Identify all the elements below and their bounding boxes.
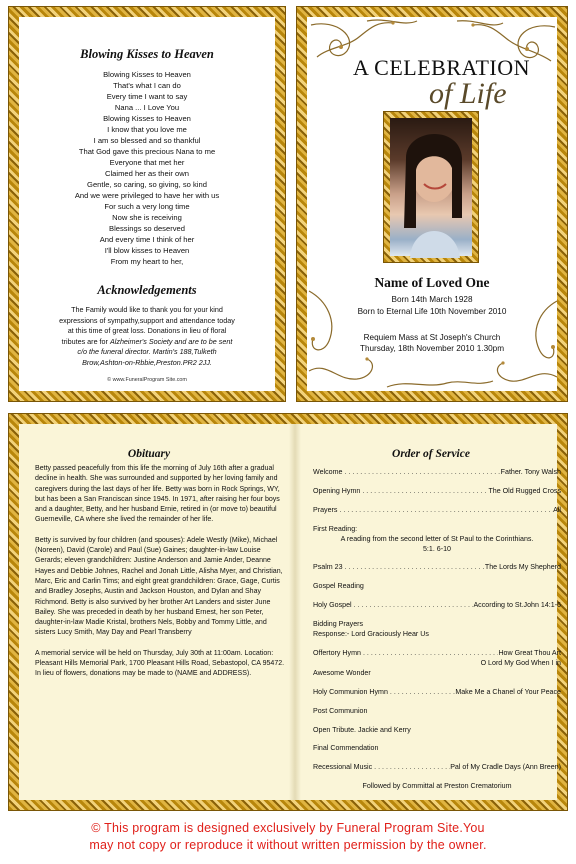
service-item: Open Tribute. Jackie and Kerry bbox=[313, 725, 411, 734]
ack-line: Brow,Ashton-on-Rbbie,Preston.PR2 2JJ. bbox=[82, 357, 212, 367]
service-item: Offertory Hymn . . . How Great Thou Art O Lord My God When I in Awesome Wonder bbox=[313, 649, 561, 679]
site-credit: © www.FuneralProgram Site.com bbox=[107, 377, 187, 383]
cover-title-line1: A CELEBRATION bbox=[353, 55, 530, 80]
service-item: Opening Hymn . . . The Old Rugged Cross bbox=[313, 487, 561, 497]
poem-line: Claimed her as their own bbox=[105, 169, 189, 178]
cover-title-line2: of Life bbox=[429, 77, 507, 110]
ack-line: at this time of great loss. Donations in lieu of floral bbox=[67, 326, 227, 336]
obituary-paragraph: A memorial service will be held on Thursday, July 30th at 11:00am. Location: Pleasant Hills Memorial Park, 1700 Pleasant Hills Road, Sebastopol, CA 95472. In lieu of flowers, donations may be made to (NAME and ADDRESS). bbox=[35, 649, 285, 678]
service-item: First Reading: A reading from the second letter of St Paul to the Corinthians. 5:1. 6-10 bbox=[313, 524, 534, 553]
poem-line: And every time I think of her bbox=[99, 235, 195, 244]
poem-text bbox=[19, 69, 275, 267]
poem-line: From my heart to her, bbox=[110, 257, 184, 266]
obituary-paragraph: Betty passed peacefully from this life the morning of July 16th after a gradual decline in health. She was surrounded and supported by her loving family and caregivers during the last days of her life. Betty was born in Rock Springs, WY, but has been a San Franciscan since 1945. In 1971, after raising her four boys and a daughter, Betty, and her husband Ernie, retired in (or move to) beautiful Guerneville, CA where she lived the remainder of her life. bbox=[35, 465, 280, 524]
portrait-frame bbox=[383, 111, 479, 263]
acknowledgements-text bbox=[37, 305, 257, 369]
copyright-notice bbox=[0, 820, 576, 854]
acknowledgements-title: Acknowledgements bbox=[97, 283, 197, 297]
front-cover-content bbox=[307, 17, 557, 391]
fold-line bbox=[289, 424, 301, 800]
service-item: Gospel Reading bbox=[313, 582, 364, 591]
poem-line: Blowing Kisses to Heaven bbox=[103, 70, 191, 79]
portrait-silhouette bbox=[390, 118, 474, 258]
poem-line: That God gave this precious Nana to me bbox=[78, 147, 216, 156]
service-item: Bidding Prayers Response:- Lord Graciously Hear Us bbox=[313, 620, 429, 639]
copyright-line: © This program is designed exclusively by Funeral Program Site.You bbox=[91, 821, 485, 835]
poem-line: And we were privileged to have her with us bbox=[74, 191, 220, 200]
birth-date: Born 14th March 1928 bbox=[391, 295, 473, 304]
poem-line: Every time I want to say bbox=[106, 92, 188, 101]
poem-line: Now she is receiving bbox=[112, 213, 182, 222]
order-of-service-title: Order of Service bbox=[392, 448, 470, 460]
service-item: Welcome . . . Father. Tony Walsh bbox=[313, 468, 561, 478]
service-item: Post Communion bbox=[313, 706, 368, 715]
obituary-text bbox=[35, 464, 287, 690]
poem-line: Blowing Kisses to Heaven bbox=[103, 114, 191, 123]
ack-line: expressions of sympathy,support and attendance today bbox=[59, 315, 235, 325]
poem-line: For such a very long time bbox=[104, 202, 190, 211]
inside-spread-panel bbox=[8, 413, 568, 811]
poem-line: I'll blow kisses to Heaven bbox=[104, 246, 190, 255]
portrait-photo bbox=[390, 118, 472, 256]
poem-line: I am so blessed and so thankful bbox=[93, 136, 201, 145]
order-of-service-list bbox=[313, 468, 561, 801]
death-date: Born to Eternal Life 10th November 2010 bbox=[357, 307, 507, 316]
deceased-name: Name of Loved One bbox=[374, 275, 490, 290]
poem-line: That's what I can do bbox=[113, 81, 181, 90]
poem-title: Blowing Kisses to Heaven bbox=[80, 47, 214, 61]
mass-location: Requiem Mass at St Joseph's Church bbox=[363, 333, 501, 342]
front-cover-panel bbox=[296, 6, 568, 402]
inside-spread-content bbox=[19, 424, 561, 800]
poem-line: Gentle, so caring, so giving, so kind bbox=[87, 180, 207, 189]
service-item: Prayers . . . All bbox=[313, 506, 561, 516]
service-item: Recessional Music . . . Pal of My Cradle Days (Ann Breen) bbox=[313, 763, 561, 773]
poem-line: I know that you love me bbox=[107, 125, 187, 134]
mass-datetime: Thursday, 18th November 2010 1.30pm bbox=[359, 344, 505, 353]
poem-line: Nana ... I Love You bbox=[114, 103, 180, 112]
ack-line bbox=[37, 337, 257, 348]
obituary-paragraph: Betty is survived by four children (and spouses): Adele Westly (Mike), Michael (Noreen), David (Carole) and Paul (Sue) Gaines; daughter-in-law Louise Gerards; eleven grandchildren: Justine Anderson and Jamie Ander, Deanne Hayes and Debbie Johnes, Rachel and Jonah Little, Alisha Myer, and Christian, Marc, Eric and Carlin Tims; and eight great grandchildren: Grace, Gage, Curtis and Bradley Josephs, Austin and Jackson Houston, and Dylan and Shay Richmond. Betty is also survived by her brother Art Landers and sister June Bailey. She was preceded in death by her husband Ernest, her son Peter, daughter-in-law Madie Kristal, brothers Nels, Bobby and Tommy Little, and sisters Lucy Smith, May Day and Pearl Transberry bbox=[35, 536, 283, 637]
back-cover-content bbox=[19, 17, 275, 391]
service-item: Final Commendation bbox=[313, 744, 379, 753]
poem-line: Blessings so deserved bbox=[109, 224, 185, 233]
obituary-title: Obituary bbox=[127, 448, 171, 460]
ack-line-italic: Alzheimer's Society and are to be sent bbox=[109, 336, 233, 346]
service-item: Holy Gospel . . . According to St.John 14:1-6 bbox=[313, 601, 561, 611]
copyright-line: may not copy or reproduce it without written permission by the owner. bbox=[89, 838, 487, 852]
poem-line: Everyone that met her bbox=[109, 158, 185, 167]
ack-line: The Family would like to thank you for your kind bbox=[71, 305, 223, 314]
service-item: Psalm 23 . . . The Lords My Shepherd bbox=[313, 563, 561, 573]
ack-line: c/o the funeral director. Martin's 188,Tulketh bbox=[77, 347, 217, 357]
service-item: Followed by Committal at Preston Crematorium bbox=[362, 782, 512, 791]
back-cover-panel bbox=[8, 6, 286, 402]
ack-line-plain: tributes are for bbox=[61, 336, 110, 346]
service-item: Holy Communion Hymn . . . Make Me a Chanel of Your Peace bbox=[313, 688, 561, 698]
